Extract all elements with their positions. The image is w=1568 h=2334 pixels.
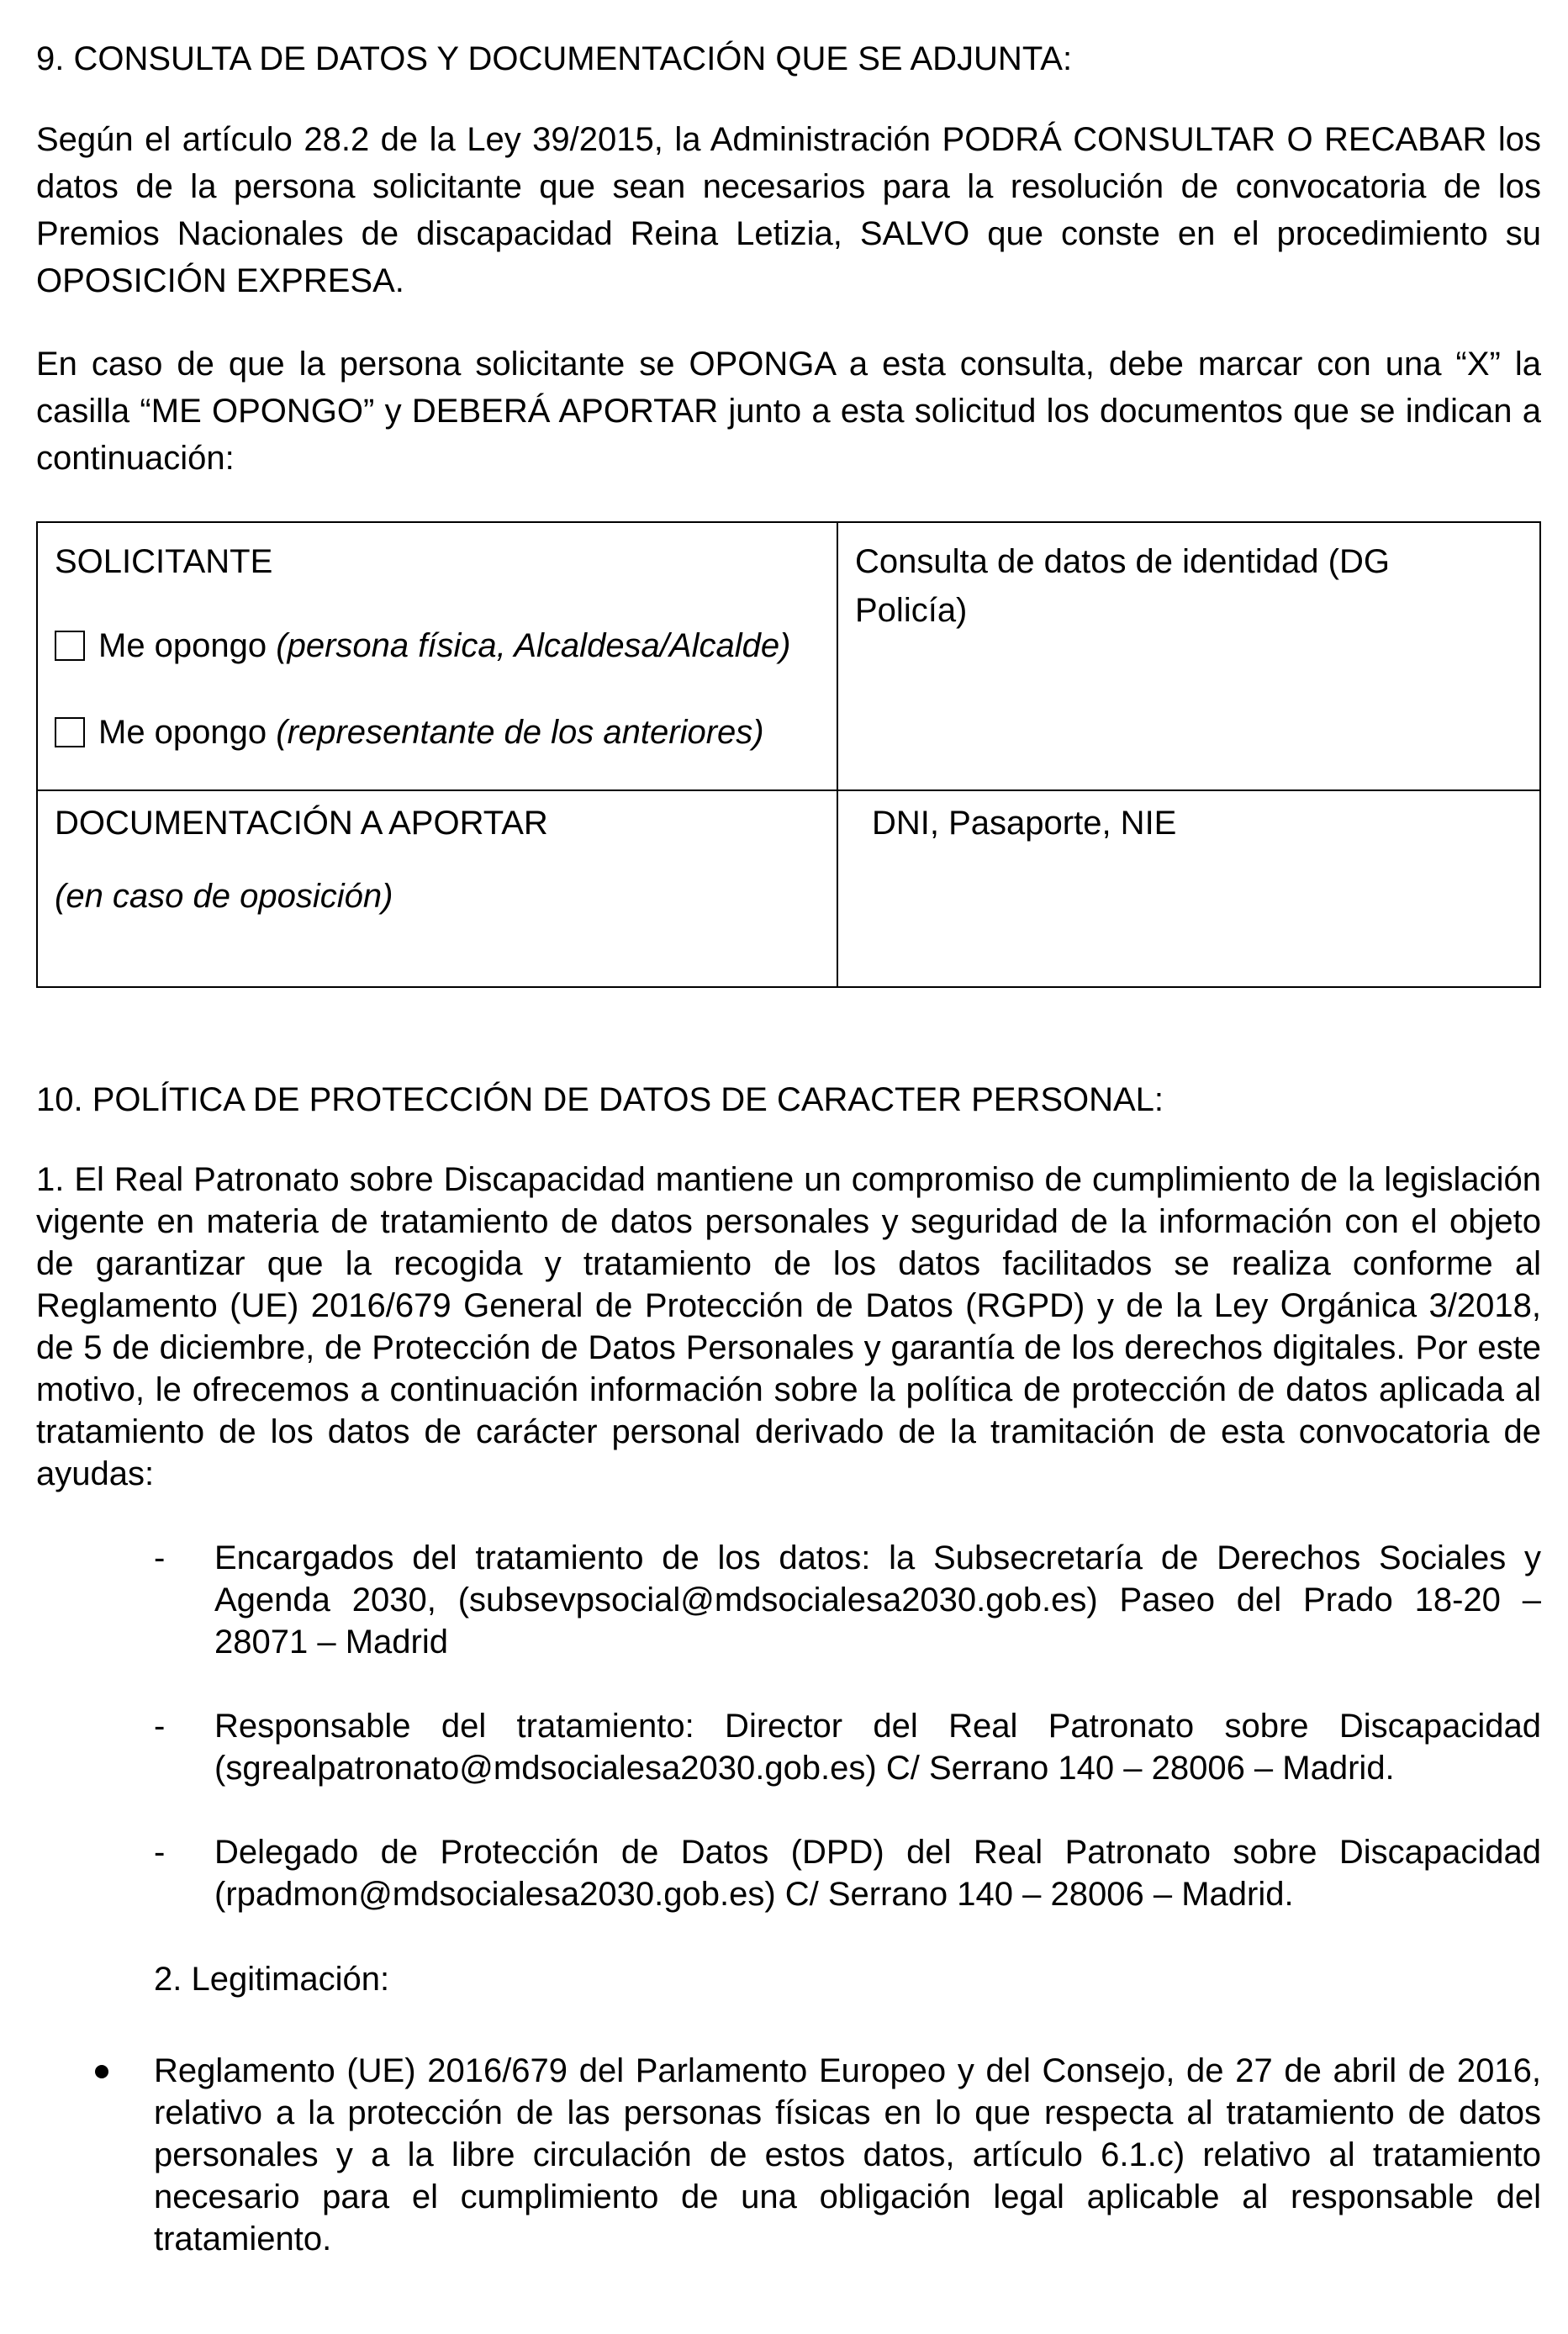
solicitante-label: SOLICITANTE [55,543,273,580]
oppose-checkbox-persona-fisica[interactable] [55,631,85,661]
oppose-option-detail: (persona física, Alcaldesa/Alcalde) [276,627,791,664]
documentacion-label: DOCUMENTACIÓN A APORTAR [55,805,548,842]
table-divider-vertical [837,523,838,986]
consent-table [36,521,1541,988]
documentacion-value: DNI, Pasaporte, NIE [872,805,1177,842]
oppose-option-label: Me opongo [98,627,267,664]
consulta-identidad-line-1: Consulta de datos de identidad (DG [855,543,1390,580]
oppose-option-representante[interactable] [55,712,764,752]
bullet-icon [95,2065,108,2078]
documentacion-note: (en caso de oposición) [55,878,393,915]
oppose-option-detail: (representante de los anteriores) [276,714,764,751]
list-item-text: Encargados del tratamiento de los datos: la Subsecretaría de Derechos Sociales y Agenda 2030, (subsevpsocial@mdsocialesa2030.gob.es) Paseo del Prado 18-20 – 28071 – Madrid [214,1539,1541,1661]
list-item-text: Delegado de Protección de Datos (DPD) del Real Patronato sobre Discapacidad (rpadmon@mdsocialesa2030.gob.es) C/ Serrano 140 – 28006 – Madrid. [214,1834,1541,1913]
legitimacion-subheading: 2. Legitimación: [154,1961,390,1998]
section-9-heading: 9. CONSULTA DE DATOS Y DOCUMENTACIÓN QUE SE ADJUNTA: [36,40,1073,77]
dash-marker: - [154,1834,166,1871]
section-10-heading: 10. POLÍTICA DE PROTECCIÓN DE DATOS DE CARACTER PERSONAL: [36,1081,1164,1118]
section-10-paragraph-1: 1. El Real Patronato sobre Discapacidad mantiene un compromiso de cumplimiento de la legislación vigente en materia de tratamiento de datos personales y seguridad de la información con el objeto de garantizar que la recogida y tratamiento de los datos facilitados se realiza conforme al Reglamento (UE) 2016/679 General de Protección de Datos (RGPD) y de la Ley Orgánica 3/2018, de 5 de diciembre, de Protección de Datos Personales y garantía de los derechos digitales. Por este motivo, le ofrecemos a continuación información sobre la política de protección de datos aplicada al tratamiento de los datos de carácter personal derivado de la tramitación de esta convocatoria de ayudas: [36,1161,1541,1492]
list-item-text: Responsable del tratamiento: Director del Real Patronato sobre Discapacidad (sgrealpatronato@mdsocialesa2030.gob.es) C/ Serrano 140 – 28006 – Madrid. [214,1708,1541,1787]
table-divider-horizontal [38,789,1539,791]
dash-marker: - [154,1539,166,1576]
section-9-paragraph-2: En caso de que la persona solicitante se OPONGA a esta consulta, debe marcar con una “X” la casilla “ME OPONGO” y DEBERÁ APORTAR junto a esta solicitud los documentos que se indican a continuación: [36,346,1541,477]
oppose-option-label: Me opongo [98,714,267,751]
oppose-option-persona-fisica[interactable] [55,626,790,666]
consulta-identidad-line-2: Policía) [855,592,968,629]
list-item-text: Reglamento (UE) 2016/679 del Parlamento Europeo y del Consejo, de 27 de abril de 2016, relativo a la protección de las personas físicas en lo que respecta al tratamiento de datos personales y a la libre circulación de estos datos, artículo 6.1.c) relativo al tratamiento necesario para el cumplimiento de una obligación legal aplicable al responsable del tratamiento. [154,2052,1541,2257]
dash-marker: - [154,1708,166,1745]
section-9-paragraph-1: Según el artículo 28.2 de la Ley 39/2015, la Administración PODRÁ CONSULTAR O RECABAR los datos de la persona solicitante que sean necesarios para la resolución de convocatoria de los Premios Nacionales de discapacidad Reina Letizia, SALVO que conste en el procedimiento su OPOSICIÓN EXPRESA. [36,121,1541,299]
oppose-checkbox-representante[interactable] [55,717,85,747]
